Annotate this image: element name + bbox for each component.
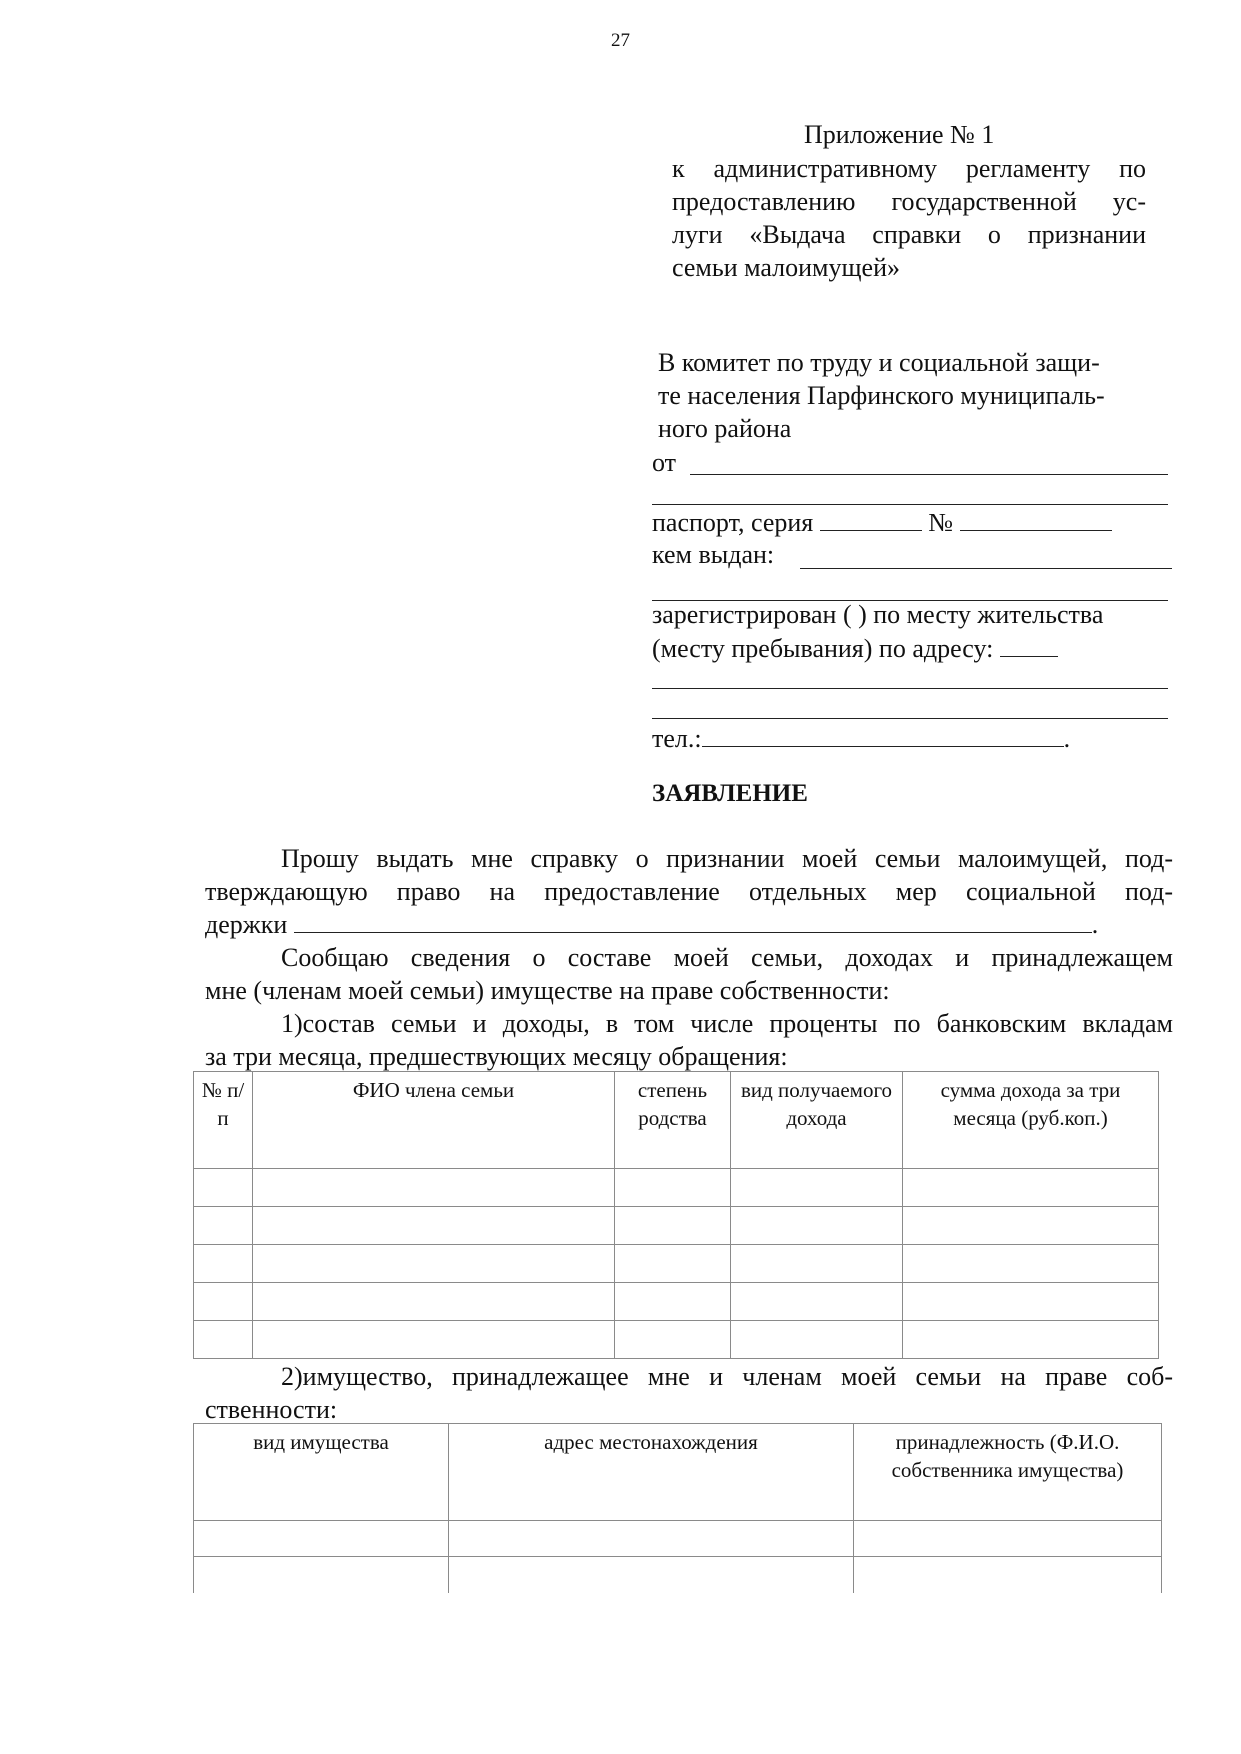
address-field-line2[interactable]	[652, 666, 1168, 689]
from-field[interactable]	[690, 452, 1168, 475]
table-cell[interactable]	[615, 1245, 731, 1283]
registered-line: зарегистрирован ( ) по месту жительства	[652, 600, 1104, 629]
paragraph-line: держки	[205, 910, 288, 939]
table-row	[194, 1207, 1159, 1245]
passport-series-field[interactable]	[820, 508, 922, 531]
table-header-cell: вид имущества	[194, 1424, 449, 1521]
issued-field[interactable]	[800, 546, 1172, 569]
addressee-block	[658, 346, 1158, 445]
paragraph-line: тверждающую право на предоставление отдельных мер социальной под-	[205, 877, 1173, 906]
income-table	[193, 1071, 1159, 1359]
table-cell[interactable]	[194, 1557, 449, 1593]
table-cell[interactable]	[449, 1521, 854, 1557]
property-table	[193, 1423, 1162, 1593]
table-header-cell: вид получаемого дохода	[731, 1072, 903, 1169]
paragraph-line: 2)имущество, принадлежащее мне и членам моей семьи на праве соб-	[281, 1362, 1173, 1391]
table-cell[interactable]	[903, 1321, 1159, 1359]
paragraph-line: мне (членам моей семьи) имуществе на праве собственности:	[205, 976, 890, 1005]
table-header-cell: адрес местонахождения	[449, 1424, 854, 1521]
issued-label: кем выдан:	[652, 540, 775, 569]
addressee-line: В комитет по труду и социальной защи-	[658, 348, 1100, 377]
passport-number-label: №	[928, 508, 954, 537]
appendix-line: луги «Выдача справки о признании	[672, 220, 1146, 249]
paragraph-line: за три месяца, предшествующих месяцу обращения:	[205, 1042, 788, 1071]
table-cell[interactable]	[731, 1283, 903, 1321]
table-header-row	[194, 1424, 1162, 1521]
phone-row	[652, 722, 1070, 755]
table-cell[interactable]	[194, 1521, 449, 1557]
paragraph-line: Прошу выдать мне справку о признании моей семьи малоимущей, под-	[281, 844, 1173, 873]
table-cell[interactable]	[194, 1207, 253, 1245]
phone-end: .	[1063, 724, 1071, 753]
table-cell[interactable]	[253, 1321, 615, 1359]
address-field-line3[interactable]	[652, 696, 1168, 719]
table-row	[194, 1321, 1159, 1359]
table-cell[interactable]	[854, 1521, 1162, 1557]
table-cell[interactable]	[731, 1207, 903, 1245]
appendix-line: предоставлению государственной ус-	[672, 187, 1146, 216]
table-header-cell: сумма дохода за три месяца (руб.коп.)	[903, 1072, 1159, 1169]
addressee-line: те населения Парфинского муниципаль-	[658, 381, 1105, 410]
table-cell[interactable]	[449, 1557, 854, 1593]
address-field[interactable]	[1000, 634, 1058, 657]
table-cell[interactable]	[903, 1283, 1159, 1321]
table-header-cell: ФИО члена семьи	[253, 1072, 615, 1169]
table-cell[interactable]	[731, 1245, 903, 1283]
registered-address-row	[652, 632, 1058, 665]
document-title: ЗАЯВЛЕНИЕ	[652, 780, 808, 807]
from-label: от	[652, 448, 677, 477]
table-cell[interactable]	[194, 1169, 253, 1207]
paragraph-line: Сообщаю сведения о составе моей семьи, доходах и принадлежащем	[281, 943, 1173, 972]
table-cell[interactable]	[903, 1207, 1159, 1245]
table-cell[interactable]	[615, 1169, 731, 1207]
appendix-line: семьи малоимущей»	[672, 253, 900, 282]
table-cell[interactable]	[253, 1283, 615, 1321]
table-row	[194, 1169, 1159, 1207]
page-number: 27	[611, 30, 630, 51]
table-row	[194, 1521, 1162, 1557]
addressee-line: ного района	[658, 414, 792, 443]
table-cell[interactable]	[194, 1321, 253, 1359]
table-header-cell: № п/п	[194, 1072, 253, 1169]
table-header-row	[194, 1072, 1159, 1169]
table-cell[interactable]	[194, 1283, 253, 1321]
table-cell[interactable]	[903, 1169, 1159, 1207]
support-type-field[interactable]	[294, 910, 1092, 933]
table-cell[interactable]	[854, 1557, 1162, 1593]
passport-number-field[interactable]	[960, 508, 1112, 531]
table-cell[interactable]	[253, 1245, 615, 1283]
body-text	[205, 842, 1173, 1073]
paragraph-end: .	[1091, 910, 1099, 939]
table-header-cell: принадлежность (Ф.И.О. собственника имущества)	[854, 1424, 1162, 1521]
table-header-cell: степень родства	[615, 1072, 731, 1169]
table-cell[interactable]	[731, 1169, 903, 1207]
appendix-title: Приложение № 1	[804, 120, 995, 149]
passport-label: паспорт, серия	[652, 508, 814, 537]
paragraph-line: 1)состав семьи и доходы, в том числе проценты по банковским вкладам	[281, 1009, 1173, 1038]
phone-field[interactable]	[702, 724, 1064, 747]
table-cell[interactable]	[615, 1207, 731, 1245]
table-cell[interactable]	[253, 1207, 615, 1245]
appendix-line: к административному регламенту по	[672, 154, 1146, 183]
paragraph-line: ственности:	[205, 1395, 338, 1424]
passport-row	[652, 506, 1172, 539]
table-row	[194, 1245, 1159, 1283]
table-row	[194, 1557, 1162, 1593]
phone-label: тел.:	[652, 724, 702, 753]
support-row	[205, 908, 1173, 941]
from-field-line2[interactable]	[652, 482, 1168, 505]
table-cell[interactable]	[731, 1321, 903, 1359]
appendix-text	[672, 152, 1146, 284]
table-cell[interactable]	[615, 1283, 731, 1321]
table-row	[194, 1283, 1159, 1321]
table-cell[interactable]	[615, 1321, 731, 1359]
table-cell[interactable]	[253, 1169, 615, 1207]
property-intro	[205, 1360, 1173, 1426]
registered-address-label: (месту пребывания) по адресу:	[652, 634, 994, 663]
table-cell[interactable]	[194, 1245, 253, 1283]
table-cell[interactable]	[903, 1245, 1159, 1283]
